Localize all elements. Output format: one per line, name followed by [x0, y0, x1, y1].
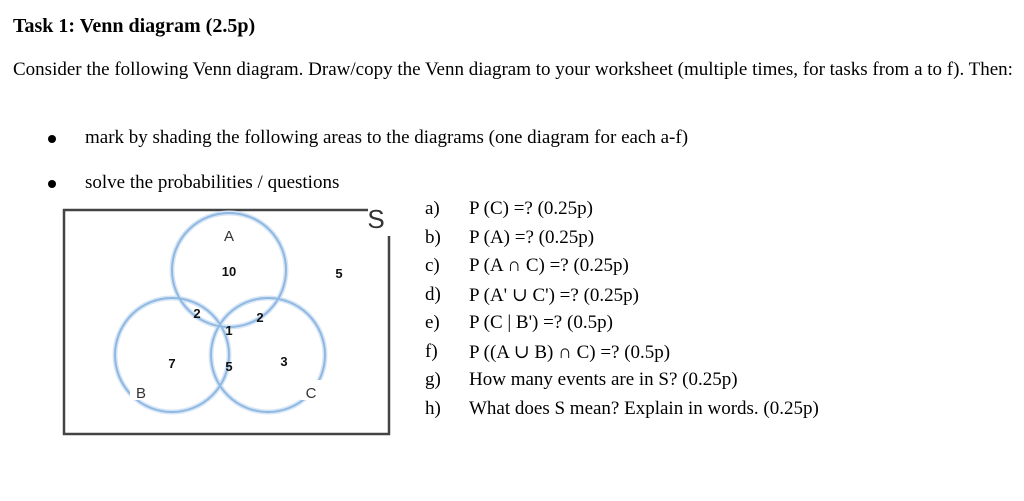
universe-label: S: [367, 204, 385, 234]
question-text: P (A) =? (0.25p): [469, 226, 595, 248]
question-text: P ((A ∪ B) ∩ C) =? (0.5p): [469, 341, 671, 363]
task-intro: Consider the following Venn diagram. Draw/copy the Venn diagram to your worksheet (multiple times, for tasks from a to f). Then:: [13, 59, 1013, 80]
question-letter: h): [425, 397, 441, 419]
region-outside: 5: [335, 266, 343, 281]
set-label-a: A: [223, 228, 235, 245]
bullet-text: solve the probabilities / questions: [85, 172, 340, 193]
venn-diagram: [0, 0, 420, 501]
question-letter: d): [425, 283, 441, 305]
region-a-only: 10: [221, 264, 237, 279]
question-text: P (C) =? (0.25p): [469, 198, 593, 219]
set-label-c: C: [305, 385, 317, 402]
question-text: P (C | B') =? (0.5p): [469, 312, 613, 333]
task-title: Task 1: Venn diagram (2.5p): [13, 15, 256, 37]
region-c-only: 3: [280, 354, 288, 369]
question-letter: e): [425, 312, 440, 333]
question-letter: c): [425, 255, 440, 276]
question-letter: a): [425, 198, 440, 219]
question-text: P (A' ∪ C') =? (0.25p): [469, 284, 639, 306]
question-letter: g): [425, 369, 441, 390]
set-label-b: B: [135, 385, 147, 402]
bullet-text: mark by shading the following areas to the diagrams (one diagram for each a-f): [85, 127, 689, 148]
question-text: How many events are in S? (0.25p): [469, 369, 738, 390]
question-text: P (A ∩ C) =? (0.25p): [469, 255, 629, 276]
question-text: What does S mean? Explain in words. (0.25p): [469, 397, 819, 419]
region-b-only: 7: [168, 356, 176, 371]
region-b-and-c: 5: [225, 359, 233, 374]
question-letter: b): [425, 226, 441, 248]
question-letter: f): [425, 340, 438, 362]
region-a-and-b: 2: [193, 306, 201, 321]
region-a-b-c: 1: [225, 323, 233, 338]
region-a-and-c: 2: [256, 310, 264, 325]
